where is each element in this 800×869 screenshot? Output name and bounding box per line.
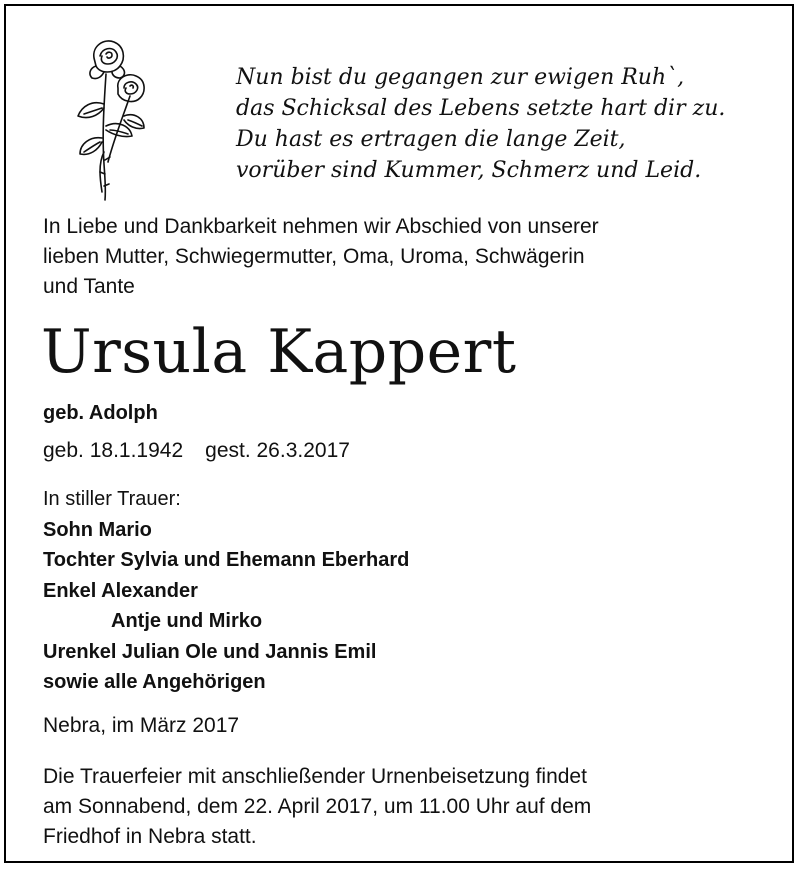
place-date: Nebra, im März 2017: [43, 714, 240, 737]
service-line: am Sonnabend, dem 22. April 2017, um 11.00 Uhr auf dem: [43, 795, 592, 818]
mourners-list: [43, 484, 409, 698]
intro-line: In Liebe und Dankbarkeit nehmen wir Abschied von unserer: [43, 215, 599, 238]
service-info: [43, 762, 591, 852]
birth-date: geb. 18.1.1942: [43, 439, 184, 462]
service-line: Die Trauerfeier mit anschließender Urnenbeisetzung findet: [43, 765, 587, 788]
death-date: gest. 26.3.2017: [205, 439, 350, 462]
mourner-line: Urenkel Julian Ole und Jannis Emil: [43, 640, 377, 663]
poem-line: Du hast es ertragen die lange Zeit,: [236, 127, 626, 152]
service-line: Friedhof in Nebra statt.: [43, 825, 257, 848]
mourners-heading: In stiller Trauer:: [43, 488, 181, 510]
mourner-line: Enkel Alexander: [43, 579, 198, 602]
rose-icon: [58, 34, 158, 202]
poem-line: Nun bist du gegangen zur ewigen Ruh`,: [236, 65, 685, 90]
intro-line: und Tante: [43, 275, 135, 298]
mourner-line: Sohn Mario: [43, 518, 152, 541]
deceased-name: Ursula Kappert: [41, 317, 517, 387]
mourner-line: Antje und Mirko: [111, 610, 263, 632]
intro-line: lieben Mutter, Schwiegermutter, Oma, Uroma, Schwägerin: [43, 245, 585, 268]
poem-line: das Schicksal des Lebens setzte hart dir zu.: [236, 96, 726, 121]
birth-name: geb. Adolph: [43, 402, 158, 424]
intro-text: [43, 212, 599, 302]
mourner-line: Tochter Sylvia und Ehemann Eberhard: [43, 549, 410, 571]
mourner-line: sowie alle Angehörigen: [43, 671, 266, 693]
obituary-frame: [4, 4, 794, 863]
poem: [236, 62, 725, 186]
life-dates: [43, 436, 350, 466]
poem-line: vorüber sind Kummer, Schmerz und Leid.: [236, 158, 702, 183]
